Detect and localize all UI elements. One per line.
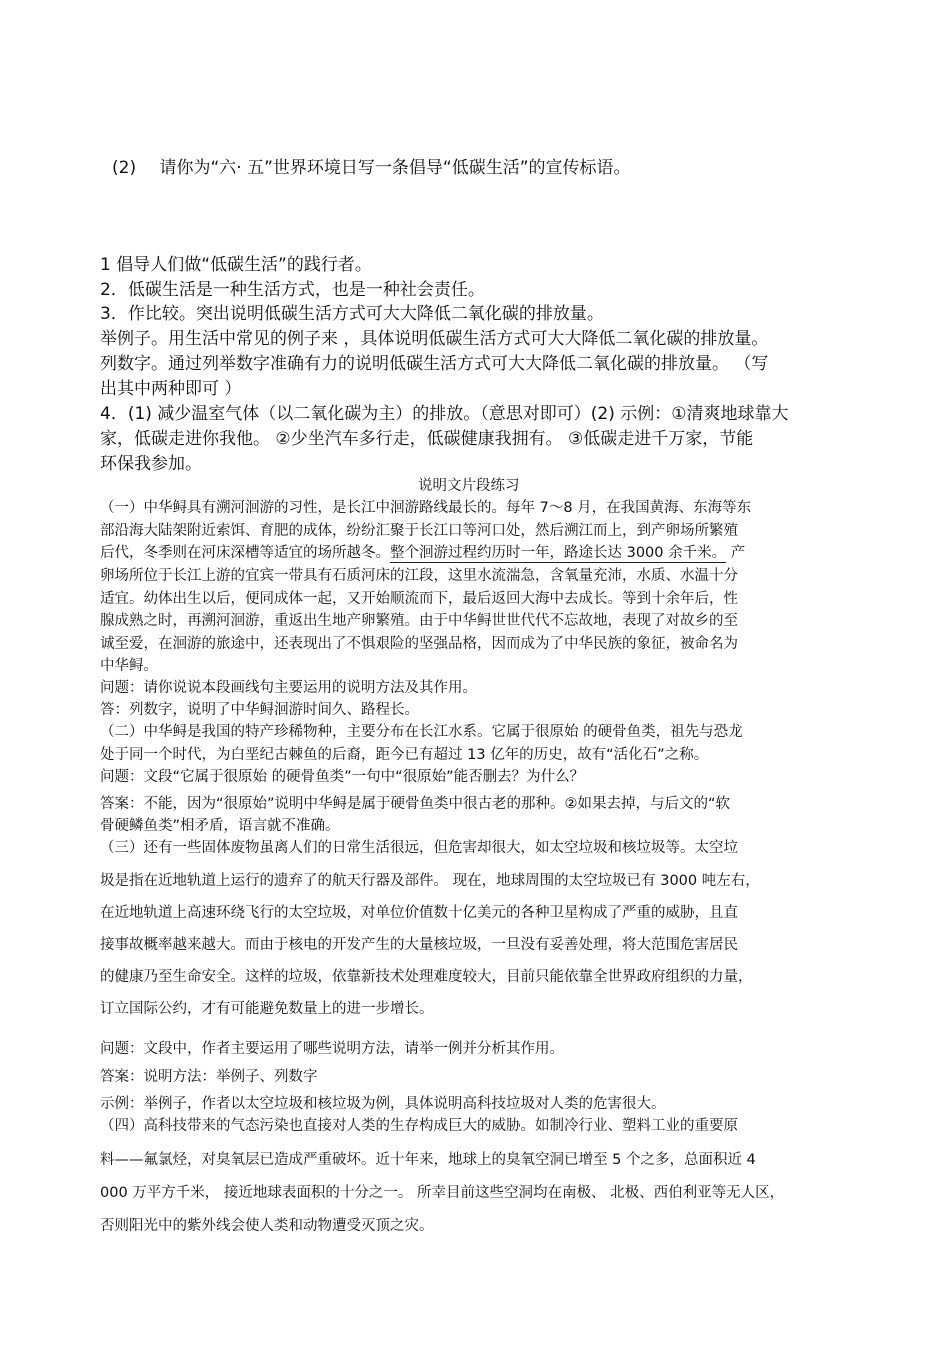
paragraph-3-line: 接事故概率越来越大。而由于核电的开发产生的大量核垃圾，一旦没有妥善处理，将大范围危害居民: [100, 937, 738, 953]
paragraph-1-line: 部沿海大陆架附近索饵、育肥的成体，纷纷汇聚于长江口等河口处，然后溯江而上，到产卵场所繁殖: [100, 523, 738, 539]
question-text: 请你为“六· 五”世界环境日写一条倡导“低碳生活”的宣传标语。: [159, 158, 631, 178]
paragraph-1-line: 腺成熟之时，再溯河洄游，重返出生地产卵繁殖。由于中华鲟世世代代不忘故地，表现了对故乡的至: [100, 613, 738, 629]
question-line: 问题：请你说说本段画线句主要运用的说明方法及其作用。: [100, 680, 477, 696]
section-title: 说明文片段练习: [418, 478, 520, 494]
text-span: 后代，冬季则在河床深槽等适宜的场所越冬。: [100, 545, 390, 561]
paragraph-3-line: 订立国际公约，才有可能避免数量上的进一步增长。: [100, 1001, 434, 1017]
answer-line: 环保我参加。: [100, 454, 202, 474]
answer-line: 答：列数字，说明了中华鲟洄游时间久、路程长。: [100, 702, 419, 718]
paragraph-3-line: 在近地轨道上高速环绕飞行的太空垃圾，对单位价值数十亿美元的各种卫星构成了严重的威胁，且直: [100, 905, 738, 921]
paragraph-3-line: （三）还有一些固体废物虽离人们的日常生活很远，但危害却很大，如太空垃圾和核垃圾等。太空垃: [100, 840, 738, 856]
answer-line: 1 倡导人们做“低碳生活”的践行者。: [100, 255, 372, 275]
paragraph-1-line: [100, 546, 745, 561]
paragraph-4-line: 000 万平方千米， 接近地球表面积的十分之一。 所幸目前这些空洞均在南极、 北极、西伯利亚等无人区，: [100, 1185, 785, 1201]
paragraph-1-line: 中华鲟。: [100, 658, 158, 674]
paragraph-4-line: 否则阳光中的紫外线会使人类和动物遭受灭顶之灾。: [100, 1218, 434, 1234]
text-span: 产: [726, 545, 746, 561]
question-2: [112, 160, 631, 177]
paragraph-3-line: 圾是指在近地轨道上运行的遗弃了的航天行器及部件。 现在，地球周围的太空垃圾已有 3000 吨左右，: [100, 873, 760, 889]
paragraph-1-line: 诚至爱，在洄游的旅途中，还表现出了不惧艰险的坚强品格，因而成为了中华民族的象征，被命名为: [100, 636, 738, 652]
paragraph-2-line: 处于同一个时代，为白垩纪古棘鱼的后裔，距今已有超过 13 亿年的历史，故有“活化石”之称。: [100, 747, 709, 763]
paragraph-2-line: （二）中华鲟是我国的特产珍稀物种，主要分布在长江水系。它属于很原始 的硬骨鱼类，祖先与恐龙: [100, 724, 743, 740]
answer-line: 骨硬鳞鱼类”相矛盾，语言就不准确。: [100, 818, 340, 834]
answer-line: 3．作比较。突出说明低碳生活方式可大大降低二氧化碳的排放量。: [100, 304, 604, 324]
answer-line: 答案：说明方法：举例子、列数字: [100, 1069, 318, 1085]
question-line: 问题：文段中，作者主要运用了哪些说明方法，请举一例并分析其作用。: [100, 1041, 564, 1057]
answer-line: 2．低碳生活是一种生活方式，也是一种社会责任。: [100, 280, 485, 300]
paragraph-1-line: 卵场所位于长江上游的宜宾一带具有石质河床的江段，这里水流湍急，含氧量充沛，水质、水温十分: [100, 568, 738, 584]
question-number: (2): [112, 158, 137, 178]
answer-line: 列数字。通过列举数字准确有力的说明低碳生活方式可大大降低二氧化碳的排放量。 （写: [100, 354, 769, 374]
question-line: 问题：文段“它属于很原始 的硬骨鱼类”一句中“很原始”能否删去？为什么？: [100, 769, 585, 785]
paragraph-1-line: （一）中华鲟具有溯河洄游的习性，是长江中洄游路线最长的。每年 7～8 月，在我国黄海、东海等东: [100, 500, 752, 516]
answer-line: 4．(1) 减少温室气体（以二氧化碳为主）的排放。（意思对即可）(2) 示例：①清爽地球靠大: [100, 404, 789, 424]
paragraph-1-line: 适宜。幼体出生以后，便同成体一起，又开始顺流而下，最后返回大海中去成长。等到十余年后，性: [100, 591, 738, 607]
answer-line: 举例子。用生活中常见的例子来 ，具体说明低碳生活方式可大大降低二氧化碳的排放量。: [100, 329, 769, 349]
answer-line: 答案：不能，因为“很原始”说明中华鲟是属于硬骨鱼类中很古老的那种。②如果去掉，与后文的“软: [100, 796, 731, 812]
paragraph-4-line: （四）高科技带来的气态污染也直接对人类的生存构成巨大的威胁。如制冷行业、塑料工业的重要原: [100, 1118, 738, 1134]
example-line: 示例：举例子，作者以太空垃圾和核垃圾为例，具体说明高科技垃圾对人类的危害很大。: [100, 1096, 666, 1112]
paragraph-4-line: 料——氟氯烃，对臭氧层已造成严重破坏。近十年来，地球上的臭氧空洞已增至 5 个之多，总面积近 4: [100, 1152, 756, 1168]
underlined-sentence: 整个洄游过程约历时一年，路途长达 3000 余千米。: [390, 545, 727, 561]
answer-line: 出其中两种即可 ）: [100, 379, 242, 399]
answer-line: 家，低碳走进你我他。 ②少坐汽车多行走，低碳健康我拥有。 ③低碳走进千万家，节能: [100, 429, 754, 449]
paragraph-3-line: 的健康乃至生命安全。这样的垃圾，依靠新技术处理难度较大，目前只能依靠全世界政府组织的力量，: [100, 969, 753, 985]
